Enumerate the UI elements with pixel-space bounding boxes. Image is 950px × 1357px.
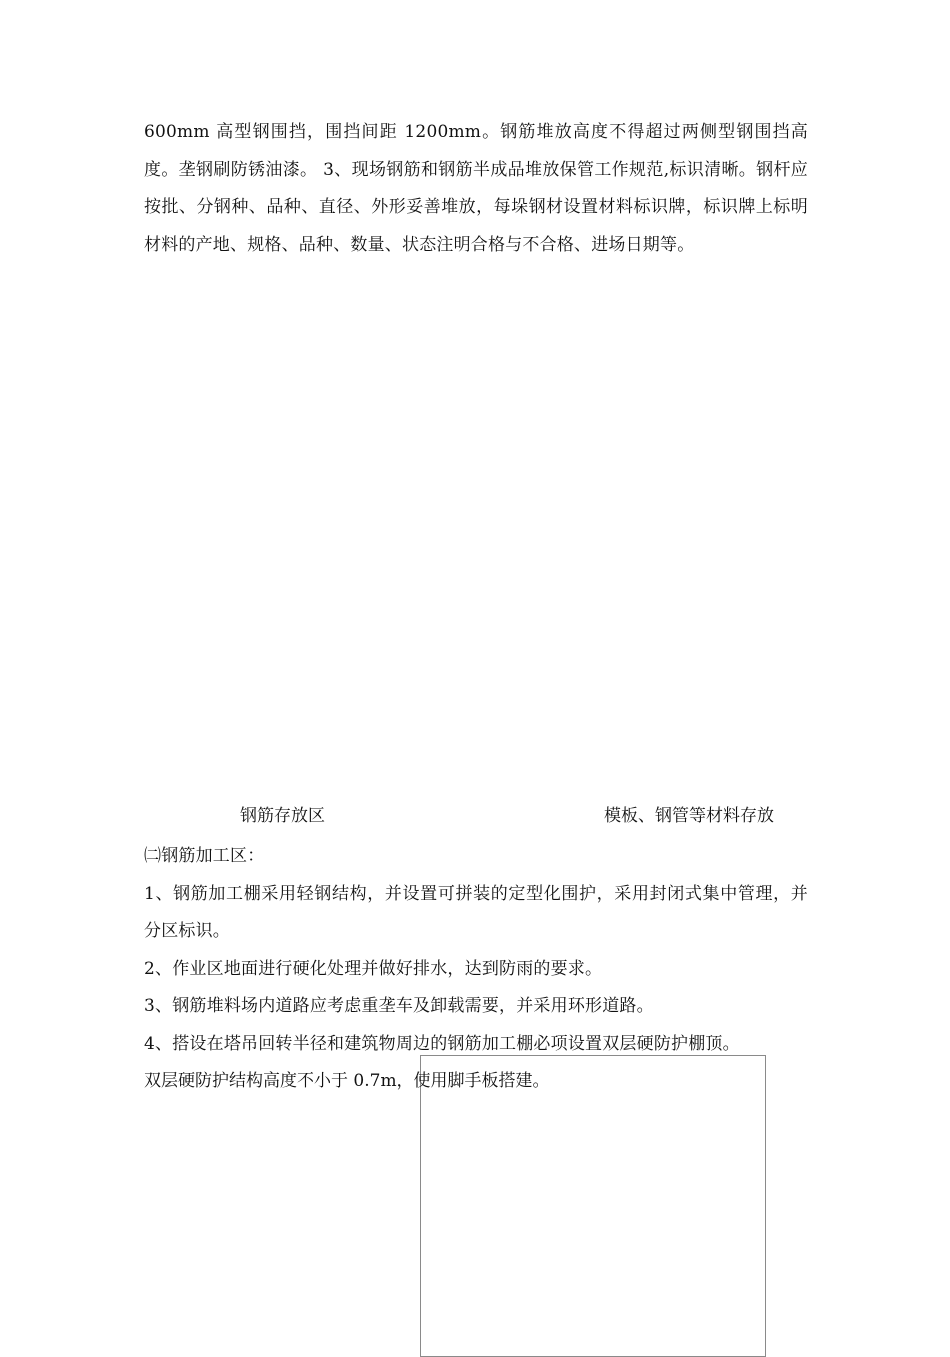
list-item: 1、钢筋加工棚采用轻钢结构，并设置可拼装的定型化围护，采用封闭式集中管理，并分区标识。 — [144, 883, 808, 941]
caption-formwork-storage: 模板、钢管等材料存放 — [604, 806, 774, 826]
body-paragraph-storage: 600mm 高型钢围挡，围挡间距 1200mm。钢筋堆放高度不得超过两侧型钢围挡高度。垄钢刷防锈油漆。 3、现场钢筋和钢筋半成品堆放保管工作规范,标识清晰。钢杆应按批、分钢种、品种、直径、外形妥善堆放，每垛钢材设置材料标识牌，标识牌上标明材料的产地、规格、品种、数量、状态注明合格与不合格、进场日期等。 — [144, 122, 808, 255]
list-item: 4、搭设在塔吊回转半径和建筑物周边的钢筋加工棚必项设置双层硬防护棚顶。 — [144, 1033, 740, 1054]
image-frame — [420, 1055, 766, 1357]
rebar-processing-section — [144, 838, 808, 1063]
section-heading: ㈡钢筋加工区： — [144, 846, 265, 866]
list-item: 3、钢筋堆料场内道路应考虑重垄车及卸载需要，并采用环形道路。 — [144, 996, 654, 1016]
list-item-continuation: 双层硬防护结构高度不小于 0.7m，使用脚手板搭建。 — [144, 1071, 550, 1091]
list-item: 2、作业区地面进行硬化处理并做好排水，达到防雨的要求。 — [144, 958, 603, 979]
caption-rebar-storage-area: 钢筋存放区 — [240, 806, 325, 826]
